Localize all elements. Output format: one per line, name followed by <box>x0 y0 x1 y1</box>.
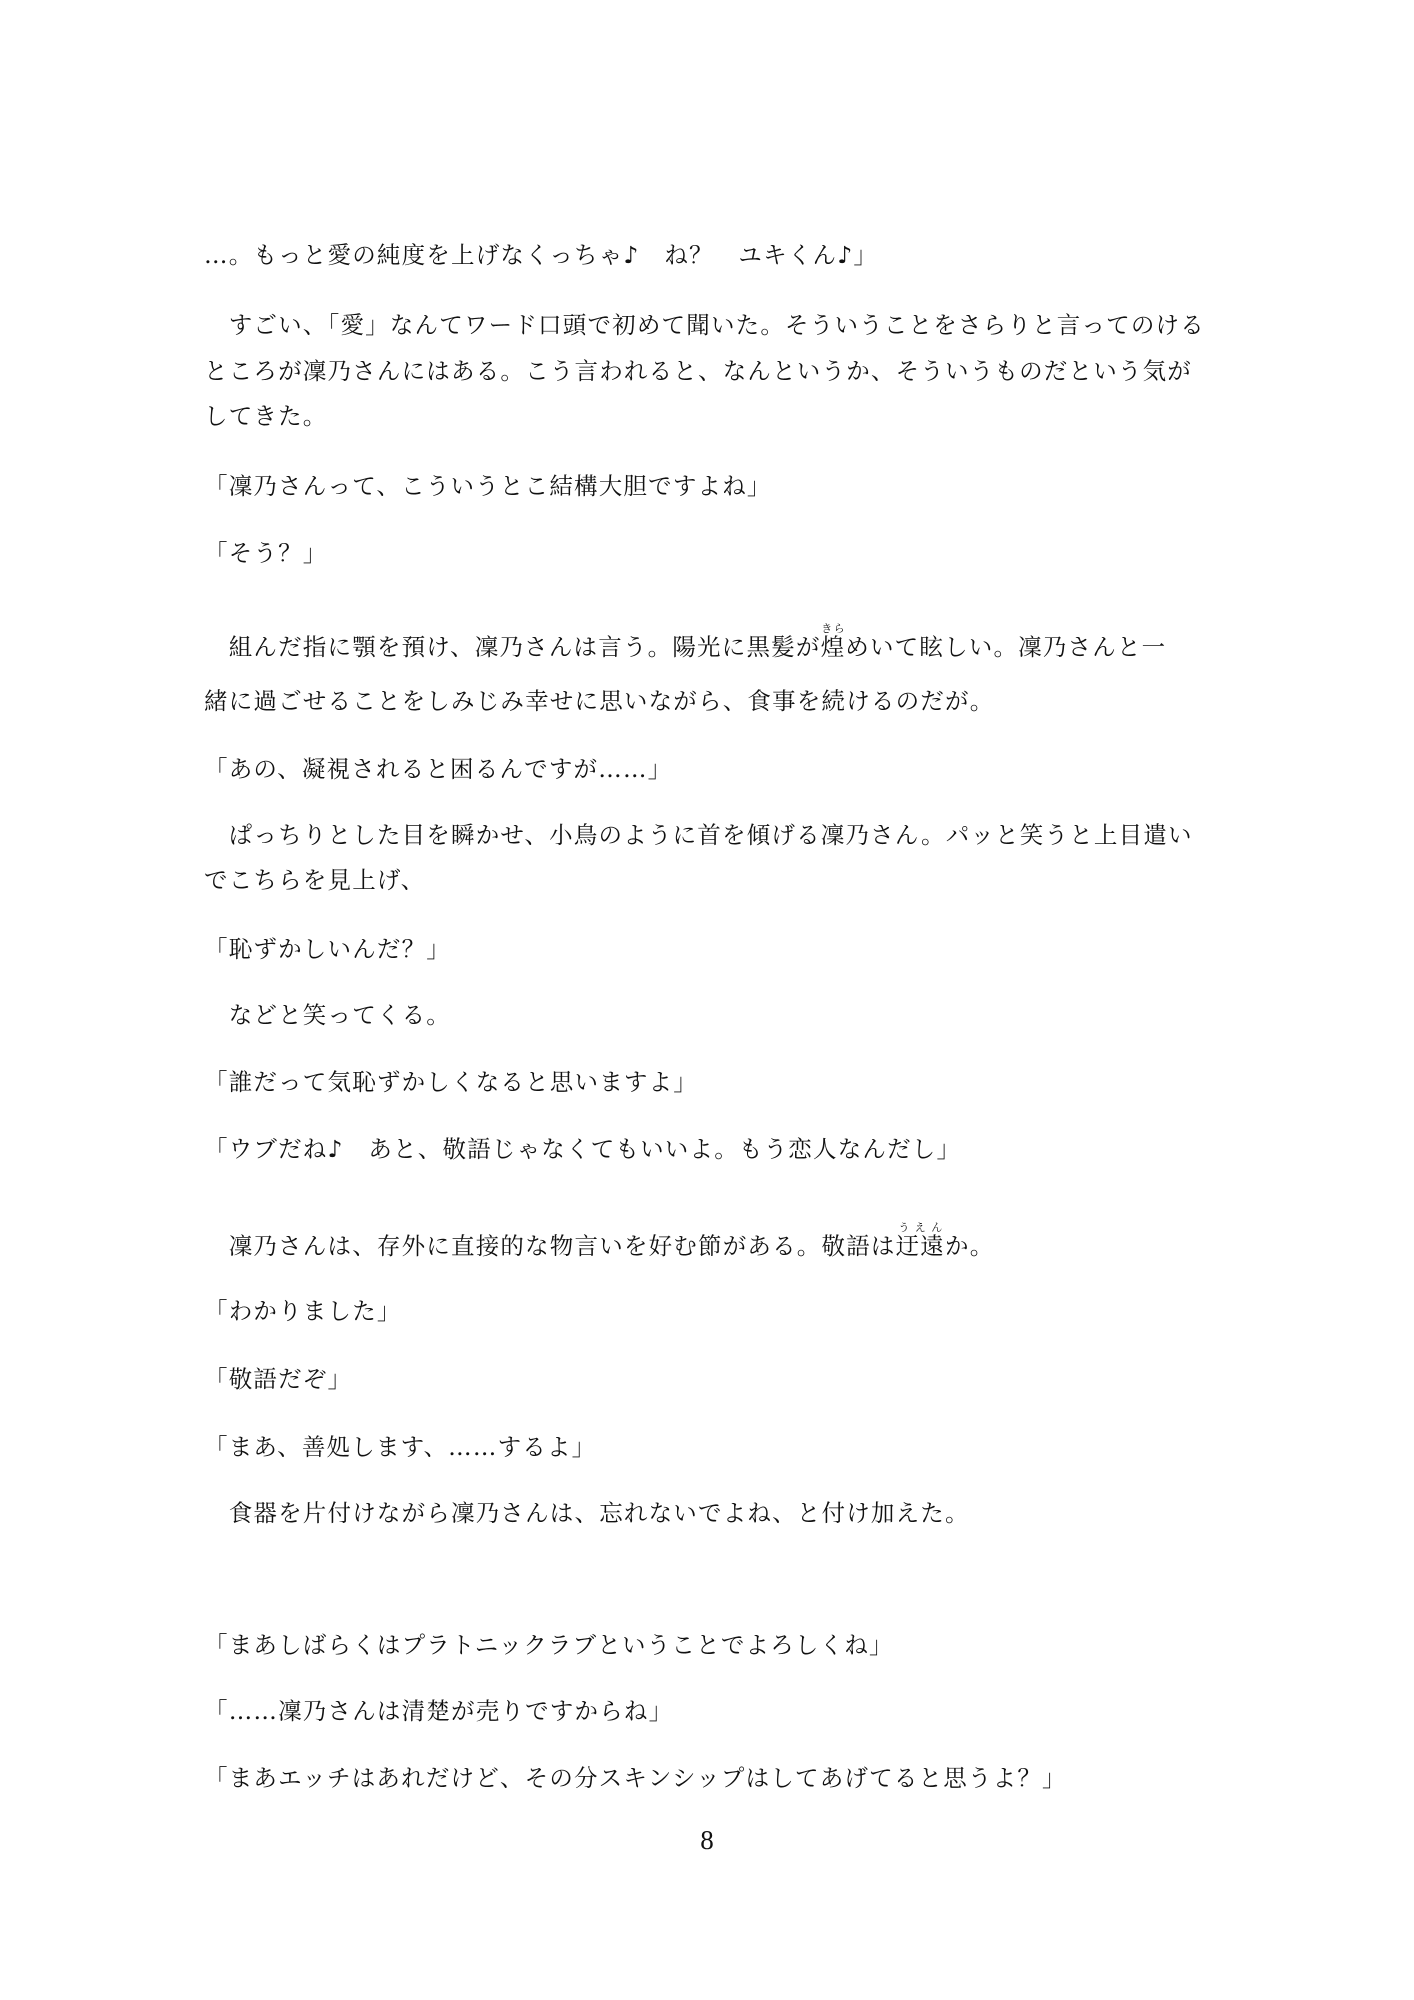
ruby-base: 煌 <box>820 633 846 661</box>
text-segment: 組んだ指に顎を預け、凜乃さんは言う。陽光に黒髪が <box>204 633 821 661</box>
text-line: …。もっと愛の純度を上げなくっちゃ♪ ね？ ユキくん♪」 <box>204 241 879 269</box>
text-segment: か。 <box>945 1232 995 1260</box>
ruby-annotation <box>820 622 846 661</box>
text-line: 緒に過ごせることをしみじみ幸せに思いながら、食事を続けるのだが。 <box>204 687 995 715</box>
text-line: 「まあしばらくはプラトニックラブということでよろしくね」 <box>204 1631 894 1659</box>
page-number: 8 <box>700 1825 714 1855</box>
ruby-base: 迂遠 <box>895 1232 946 1260</box>
text-line: などと笑ってくる。 <box>204 1001 451 1029</box>
text-line-with-ruby <box>204 1221 994 1259</box>
ruby-annotation <box>895 1221 946 1260</box>
text-line: 「誰だって気恥ずかしくなると思いますよ」 <box>204 1068 698 1096</box>
text-line: 「ウブだね♪ あと、敬語じゃなくてもいいよ。もう恋人なんだし」 <box>204 1135 962 1163</box>
text-line: 「恥ずかしいんだ？」 <box>204 935 451 963</box>
text-line: してきた。 <box>204 402 328 430</box>
text-line: でこちらを見上げ、 <box>204 866 426 894</box>
text-line: ところが凜乃さんにはある。こう言われると、なんというか、そういうものだという気が <box>204 357 1192 385</box>
text-line: 「敬語だぞ」 <box>204 1365 353 1393</box>
text-line: 「凜乃さんって、こういうとこ結構大胆ですよね」 <box>204 472 772 500</box>
text-line: 「……凜乃さんは清楚が売りですからね」 <box>204 1697 674 1725</box>
text-line: 「あの、凝視されると困るんですが……」 <box>204 755 673 783</box>
text-segment: めいて眩しい。凜乃さんと一 <box>845 633 1167 661</box>
text-line: 「そう？」 <box>204 539 328 567</box>
text-line: ぱっちりとした目を瞬かせ、小鳥のように首を傾げる凜乃さん。パッと笑うと上目遣い <box>204 821 1193 849</box>
text-line: すごい、「愛」なんてワード口頭で初めて聞いた。そういうことをさらりと言ってのける <box>204 311 1205 339</box>
text-line-with-ruby <box>204 622 1166 660</box>
text-line: 「まあ、善処します、……するよ」 <box>204 1433 597 1461</box>
text-line: 「わかりました」 <box>204 1297 402 1325</box>
text-line: 食器を片付けながら凜乃さんは、忘れないでよね、と付け加えた。 <box>204 1499 970 1527</box>
text-segment: 凜乃さんは、存外に直接的な物言いを好む節がある。敬語は <box>204 1232 896 1260</box>
text-line: 「まあエッチはあれだけど、その分スキンシップはしてあげてると思うよ？」 <box>204 1764 1067 1792</box>
ruby-text: うえん <box>895 1221 946 1234</box>
ruby-text: きら <box>820 622 846 635</box>
